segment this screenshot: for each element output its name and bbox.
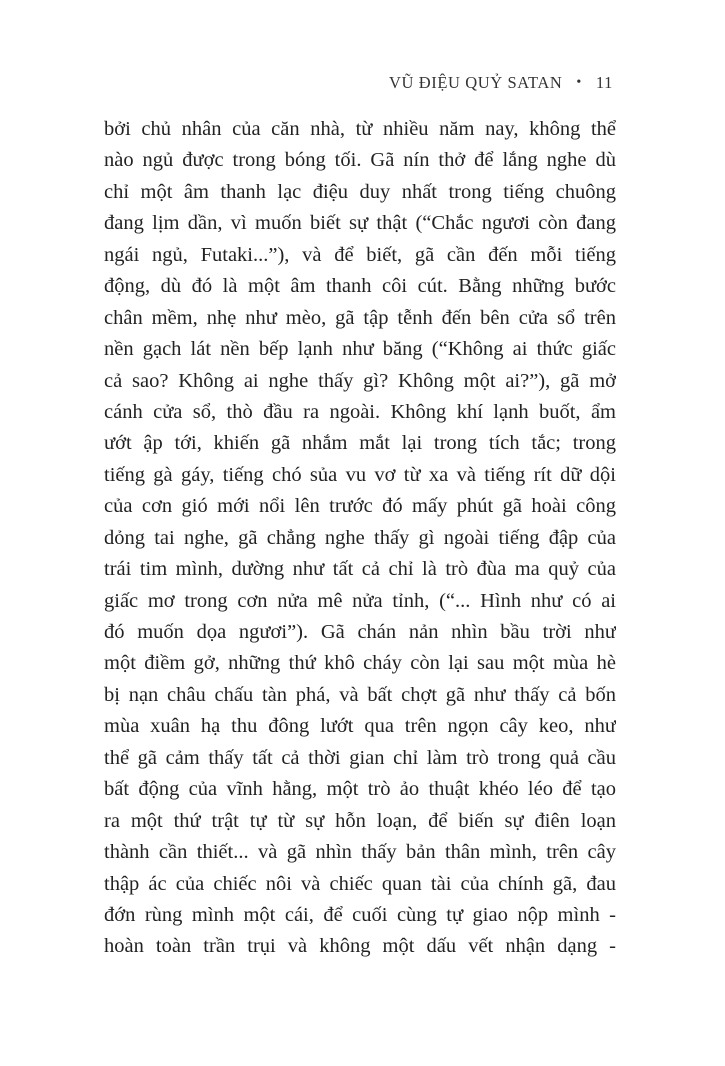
text-line: đang lịm dần, vì muốn biết sự thật (“Chắc ngươi còn đang	[104, 212, 616, 235]
header-separator: •	[576, 75, 582, 90]
text-line: thành cần thiết... và gã nhìn thấy bản thân mình, trên cây	[104, 841, 616, 864]
text-line: ra một thứ trật tự từ sự hỗn loạn, để biến sự điên loạn	[104, 809, 616, 832]
text-line: nền gạch lát nền bếp lạnh như băng (“Không ai thức giấc	[104, 338, 616, 361]
page-number: 11	[595, 73, 613, 92]
text-line: bởi chủ nhân của căn nhà, từ nhiều năm nay, không thể	[104, 118, 616, 140]
text-line: đó muốn dọa ngươi”). Gã chán nản nhìn bầu trời như	[104, 621, 616, 643]
text-line: cánh cửa sổ, thò đầu ra ngoài. Không khí lạnh buốt, ẩm	[104, 400, 616, 423]
text-line: bị nạn châu chấu tàn phá, và bất chợt gã như thấy cả bốn	[104, 683, 616, 706]
body-text	[104, 114, 616, 963]
text-line: nào ngủ được trong bóng tối. Gã nín thở để lắng nghe dù	[104, 149, 616, 172]
text-line: của cơn gió mới nổi lên trước đó mấy phút gã hoài công	[104, 495, 616, 518]
text-line: động, dù đó là một âm thanh côi cút. Bằng những bước	[104, 275, 616, 298]
text-line: tiếng gà gáy, tiếng chó sủa vu vơ từ xa và tiếng rít dữ dội	[104, 463, 616, 486]
text-line: chân mềm, nhẹ như mèo, gã tập tễnh đến bên cửa sổ trên	[104, 306, 616, 329]
text-line: đớn rùng mình một cái, để cuối cùng tự giao nộp mình -	[104, 903, 616, 926]
text-line: bất động của vĩnh hằng, một trò ảo thuật khéo léo để tạo	[104, 778, 616, 801]
text-line: ướt ập tới, khiến gã nhắm mắt lại trong tích tắc; trong	[104, 432, 616, 455]
text-line: mùa xuân hạ thu đông lướt qua trên ngọn cây keo, như	[104, 715, 616, 738]
text-line: ngái ngủ, Futaki...”), và để biết, gã cần đến mỗi tiếng	[104, 243, 616, 266]
text-line: trái tim mình, dường như tất cả chỉ là trò đùa ma quỷ của	[104, 558, 616, 581]
book-title: VŨ ĐIỆU QUỶ SATAN	[388, 73, 563, 92]
text-line: thể gã cảm thấy tất cả thời gian chỉ làm trò trong quả cầu	[104, 746, 616, 769]
text-line: thập ác của chiếc nôi và chiếc quan tài của chính gã, đau	[104, 872, 616, 895]
text-line: giấc mơ trong cơn nửa mê nửa tỉnh, (“... Hình như có ai	[104, 589, 616, 612]
text-line: chỉ một âm thanh lạc điệu duy nhất trong tiếng chuông	[104, 180, 616, 203]
text-line: cả sao? Không ai nghe thấy gì? Không một ai?”), gã mở	[104, 369, 616, 392]
text-line: một điềm gở, những thứ khô cháy còn lại sau một mùa hè	[104, 652, 616, 675]
running-header	[389, 73, 613, 93]
text-line: dỏng tai nghe, gã chẳng nghe thấy gì ngoài tiếng đập của	[104, 526, 616, 549]
text-line: hoàn toàn trần trụi và không một dấu vết nhận dạng -	[104, 935, 616, 958]
